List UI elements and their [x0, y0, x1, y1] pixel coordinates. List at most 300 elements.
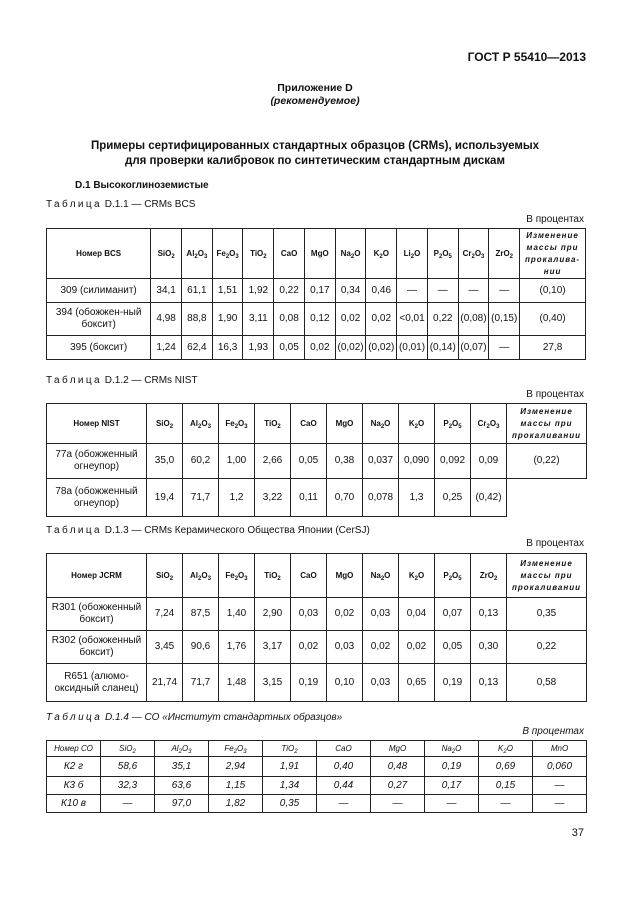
- column-header: [219, 554, 255, 598]
- value-cell: 1,90: [212, 303, 243, 336]
- section-title: D.1 Высокоглиноземистые: [75, 180, 209, 191]
- value-cell: 1,82: [209, 795, 263, 813]
- header-subscript: 2: [438, 253, 443, 260]
- column-header: [304, 229, 335, 279]
- header-text: Li: [403, 248, 411, 258]
- value-cell: 0,15: [479, 777, 533, 795]
- header-text: O: [414, 248, 421, 258]
- value-cell: 35,1: [155, 757, 209, 777]
- header-subscript: 3: [235, 253, 239, 260]
- column-header: [183, 404, 219, 444]
- header-subscript: 2: [194, 253, 198, 260]
- table-row: [47, 664, 587, 702]
- value-cell: 0,090: [399, 444, 435, 479]
- value-cell: 27,8: [520, 336, 586, 360]
- value-cell: 0,02: [363, 631, 399, 664]
- column-header: [147, 554, 183, 598]
- value-cell: 0,03: [363, 598, 399, 631]
- value-cell: (0,14): [427, 336, 458, 360]
- value-cell: (0,01): [397, 336, 428, 360]
- unit-label: В процентах: [526, 214, 584, 225]
- column-header: [425, 741, 479, 757]
- header-subscript: 5: [458, 423, 462, 430]
- column-header: [212, 229, 243, 279]
- header-text: CaO: [335, 743, 352, 753]
- column-header: [291, 404, 327, 444]
- value-cell: 0,19: [425, 757, 479, 777]
- header-subscript: 2: [486, 423, 490, 430]
- header-text: Fe: [225, 570, 235, 580]
- header-text: O: [455, 743, 462, 753]
- value-cell: 1,15: [209, 777, 263, 795]
- column-header: [507, 554, 587, 598]
- column-header: [47, 554, 147, 598]
- header-text: Na: [441, 743, 452, 753]
- value-cell: —: [458, 279, 489, 303]
- table-header-row: [47, 229, 586, 279]
- header-subscript: 2: [379, 253, 383, 260]
- column-header: [435, 404, 471, 444]
- column-header: [489, 229, 520, 279]
- table-caption: [46, 375, 198, 386]
- header-text: P: [433, 248, 439, 258]
- header-subscript: 2: [234, 423, 239, 430]
- value-cell: 1,00: [219, 444, 255, 479]
- header-text: Изменение массы при прокаливании: [511, 558, 581, 592]
- table-caption: [46, 525, 370, 536]
- value-cell: 1,48: [219, 664, 255, 702]
- column-header: [366, 229, 397, 279]
- header-text: Изменение массы при прокаливании: [511, 406, 581, 440]
- header-subscript: 3: [244, 423, 248, 430]
- value-cell: 0,38: [327, 444, 363, 479]
- value-cell: 0,35: [263, 795, 317, 813]
- table-row: [47, 444, 587, 479]
- table-jcrm: [46, 553, 587, 702]
- column-header: [327, 554, 363, 598]
- header-text: SiO: [119, 743, 133, 753]
- header-subscript: 2: [380, 423, 385, 430]
- column-header: [243, 229, 274, 279]
- column-header: [363, 404, 399, 444]
- header-subscript: 3: [207, 423, 211, 430]
- value-cell: (0,08): [458, 303, 489, 336]
- header-subscript: 2: [132, 748, 136, 755]
- value-cell: 0,05: [291, 444, 327, 479]
- table-row: [47, 631, 587, 664]
- header-subscript: 2: [493, 575, 498, 582]
- header-text: SiO: [157, 248, 172, 258]
- value-cell: 19,4: [147, 479, 183, 517]
- table-row: [47, 598, 587, 631]
- header-subscript: 2: [225, 253, 230, 260]
- column-header: [507, 404, 587, 444]
- header-text: O: [201, 570, 208, 580]
- value-cell: 61,1: [182, 279, 213, 303]
- header-subscript: 2: [448, 423, 453, 430]
- table-caption: [46, 199, 195, 210]
- value-cell: 0,34: [335, 279, 366, 303]
- value-cell: (0,07): [458, 336, 489, 360]
- value-cell: —: [371, 795, 425, 813]
- value-cell: 0,65: [399, 664, 435, 702]
- value-cell: 1,51: [212, 279, 243, 303]
- value-cell: 0,70: [327, 479, 363, 517]
- value-cell: 21,74: [147, 664, 183, 702]
- page-number: 37: [571, 827, 584, 839]
- value-cell: 4,98: [151, 303, 182, 336]
- value-cell: 0,46: [366, 279, 397, 303]
- header-text: Al: [186, 248, 195, 258]
- row-label-cell: К2 г: [47, 757, 101, 777]
- table-header-row: [47, 554, 587, 598]
- header-text: Fe: [224, 743, 234, 753]
- header-text: O: [506, 743, 513, 753]
- header-text: Изменение массы при прокалива-нии: [525, 230, 581, 276]
- value-cell: 0,092: [435, 444, 471, 479]
- column-header: [427, 229, 458, 279]
- value-cell: 0,35: [507, 598, 587, 631]
- header-subscript: 2: [451, 748, 456, 755]
- header-subscript: 5: [448, 253, 452, 260]
- value-cell: 3,45: [147, 631, 183, 664]
- value-cell: 0,02: [291, 631, 327, 664]
- column-header: [209, 741, 263, 757]
- header-text: Al: [171, 743, 179, 753]
- document-header: ГОСТ Р 55410—2013: [467, 50, 586, 64]
- header-subscript: 3: [188, 748, 192, 755]
- value-cell: 35,0: [147, 444, 183, 479]
- value-cell: 0,04: [399, 598, 435, 631]
- header-subscript: 2: [414, 423, 418, 430]
- value-cell: 1,2: [219, 479, 255, 517]
- heading-line-1: Примеры сертифицированных стандартных образцов (CRMs), используемых: [90, 140, 540, 152]
- value-cell: 1,40: [219, 598, 255, 631]
- value-cell: 0,40: [317, 757, 371, 777]
- header-subscript: 2: [414, 575, 418, 582]
- table-caption: [46, 712, 342, 723]
- value-cell: (0,42): [471, 479, 507, 517]
- value-cell: —: [427, 279, 458, 303]
- column-header: [533, 741, 587, 757]
- row-label-cell: 78а (обожженный огнеупор): [47, 479, 147, 517]
- value-cell: 62,4: [182, 336, 213, 360]
- caption-prefix: Таблица: [46, 712, 103, 723]
- column-header: [183, 554, 219, 598]
- header-text: O: [452, 418, 459, 428]
- value-cell: 0,10: [327, 664, 363, 702]
- column-header: [47, 404, 147, 444]
- header-text: TiO: [281, 743, 295, 753]
- value-cell: 0,13: [471, 664, 507, 702]
- value-cell: 3,11: [243, 303, 274, 336]
- header-text: ZrO: [479, 570, 494, 580]
- value-cell: 7,24: [147, 598, 183, 631]
- header-text: Na: [370, 418, 381, 428]
- heading-line-2: для проверки калибровок по синтетическим стандартным дискам: [125, 155, 505, 167]
- column-header: [151, 229, 182, 279]
- header-text: MgO: [388, 743, 407, 753]
- caption-text: D.1.4 — СО «Институт стандартных образцов»: [105, 712, 343, 723]
- header-text: TiO: [250, 248, 264, 258]
- value-cell: 60,2: [183, 444, 219, 479]
- value-cell: 0,17: [425, 777, 479, 795]
- table-header-row: [47, 741, 587, 757]
- value-cell: 0,08: [274, 303, 305, 336]
- value-cell: 0,30: [471, 631, 507, 664]
- header-subscript: 2: [263, 253, 267, 260]
- table-row: [47, 279, 586, 303]
- table-bcs: [46, 228, 586, 360]
- header-text: Na: [370, 570, 381, 580]
- header-text: Al: [190, 570, 199, 580]
- caption-text: D.1.1 — CRMs BCS: [104, 199, 196, 210]
- value-cell: 1,24: [151, 336, 182, 360]
- table-row: [47, 303, 586, 336]
- header-text: TiO: [264, 570, 278, 580]
- value-cell: 3,15: [255, 664, 291, 702]
- header-text: P: [443, 418, 449, 428]
- column-header: [458, 229, 489, 279]
- table-row: [47, 777, 587, 795]
- header-text: O: [382, 248, 389, 258]
- header-text: O: [417, 418, 425, 428]
- column-header: [399, 404, 435, 444]
- value-cell: 0,037: [363, 444, 399, 479]
- row-label-cell: R302 (обожженный боксит): [47, 631, 147, 664]
- header-subscript: 2: [294, 748, 298, 755]
- value-cell: 1,76: [219, 631, 255, 664]
- column-header: [155, 741, 209, 757]
- header-text: O: [452, 570, 459, 580]
- row-label-cell: R651 (алюмо-оксидный сланец): [47, 664, 147, 702]
- table-row: [47, 795, 587, 813]
- header-text: K: [498, 743, 504, 753]
- row-label-cell: 395 (боксит): [47, 336, 151, 360]
- column-header: [520, 229, 586, 279]
- column-header: [219, 404, 255, 444]
- value-cell: 71,7: [183, 664, 219, 702]
- header-text: O: [384, 570, 391, 580]
- column-header: [371, 741, 425, 757]
- header-subscript: 2: [198, 575, 202, 582]
- header-subscript: 2: [277, 423, 281, 430]
- header-text: SiO: [155, 570, 170, 580]
- value-cell: 71,7: [183, 479, 219, 517]
- column-header: [317, 741, 371, 757]
- header-subscript: 2: [198, 423, 202, 430]
- header-text: O: [237, 743, 244, 753]
- header-text: K: [408, 418, 415, 428]
- value-cell: 0,17: [304, 279, 335, 303]
- column-header: [399, 554, 435, 598]
- value-cell: 88,8: [182, 303, 213, 336]
- header-subscript: 2: [503, 748, 507, 755]
- value-cell: 97,0: [155, 795, 209, 813]
- header-subscript: 2: [509, 253, 514, 260]
- row-label-cell: 309 (силиманит): [47, 279, 151, 303]
- header-text: Номер BCS: [76, 248, 122, 258]
- header-text: O: [474, 248, 482, 258]
- value-cell: 0,02: [366, 303, 397, 336]
- header-text: ZrO: [495, 248, 510, 258]
- value-cell: 2,90: [255, 598, 291, 631]
- value-cell: (0,15): [489, 303, 520, 336]
- header-subscript: 3: [244, 575, 248, 582]
- column-header: [263, 741, 317, 757]
- value-cell: 0,11: [291, 479, 327, 517]
- column-header: [255, 404, 291, 444]
- header-text: SiO: [155, 418, 170, 428]
- header-text: O: [181, 743, 189, 753]
- value-cell: 1,93: [243, 336, 274, 360]
- row-label-cell: 77а (обожженный огнеупор): [47, 444, 147, 479]
- header-text: CaO: [280, 248, 298, 258]
- value-cell: 0,03: [291, 598, 327, 631]
- value-cell: 0,05: [274, 336, 305, 360]
- header-text: MgO: [335, 570, 354, 580]
- table-row: [47, 479, 587, 517]
- value-cell: 0,27: [371, 777, 425, 795]
- value-cell: 90,6: [183, 631, 219, 664]
- header-text: O: [238, 570, 245, 580]
- value-cell: 1,3: [399, 479, 435, 517]
- value-cell: 0,02: [399, 631, 435, 664]
- column-header: [147, 404, 183, 444]
- caption-prefix: Таблица: [46, 199, 103, 210]
- unit-label: В процентах: [526, 389, 584, 400]
- header-subscript: 2: [234, 575, 239, 582]
- value-cell: 1,34: [263, 777, 317, 795]
- value-cell: 0,19: [435, 664, 471, 702]
- column-header: [471, 404, 507, 444]
- header-text: O: [384, 418, 391, 428]
- value-cell: 0,02: [327, 598, 363, 631]
- table-nist: [46, 403, 587, 517]
- caption-prefix: Таблица: [46, 525, 103, 536]
- value-cell: —: [425, 795, 479, 813]
- value-cell: —: [489, 279, 520, 303]
- header-subscript: 2: [178, 748, 182, 755]
- caption-text: D.1.3 — CRMs Керамического Общества Японии (CerSJ): [104, 525, 370, 536]
- header-subscript: 3: [481, 253, 485, 260]
- value-cell: 87,5: [183, 598, 219, 631]
- header-subscript: 5: [458, 575, 462, 582]
- value-cell: —: [479, 795, 533, 813]
- value-cell: 58,6: [101, 757, 155, 777]
- caption-text: D.1.2 — CRMs NIST: [104, 375, 198, 386]
- header-text: O: [229, 248, 236, 258]
- value-cell: 0,48: [371, 757, 425, 777]
- value-cell: —: [533, 777, 587, 795]
- value-cell: 0,02: [304, 336, 335, 360]
- header-text: O: [354, 248, 361, 258]
- header-subscript: 2: [277, 575, 281, 582]
- header-text: P: [443, 570, 449, 580]
- header-subscript: 2: [471, 253, 475, 260]
- value-cell: 3,22: [255, 479, 291, 517]
- value-cell: 3,17: [255, 631, 291, 664]
- value-cell: 0,22: [507, 631, 587, 664]
- header-text: O: [489, 418, 497, 428]
- appendix-title: Приложение D: [277, 82, 353, 94]
- value-cell: 16,3: [212, 336, 243, 360]
- header-subscript: 3: [207, 575, 211, 582]
- header-text: O: [201, 418, 208, 428]
- value-cell: 2,94: [209, 757, 263, 777]
- value-cell: 0,58: [507, 664, 587, 702]
- value-cell: 0,13: [471, 598, 507, 631]
- header-subscript: 2: [233, 748, 238, 755]
- value-cell: 0,44: [317, 777, 371, 795]
- header-subscript: 2: [169, 423, 174, 430]
- header-text: O: [238, 418, 245, 428]
- value-cell: 0,02: [335, 303, 366, 336]
- column-header: [435, 554, 471, 598]
- header-text: Fe: [216, 248, 226, 258]
- column-header: [47, 229, 151, 279]
- header-text: Номер NIST: [73, 418, 120, 428]
- row-label-cell: R301 (обожженный боксит): [47, 598, 147, 631]
- caption-prefix: Таблица: [46, 375, 103, 386]
- value-cell: 0,09: [471, 444, 507, 479]
- value-cell: 2,66: [255, 444, 291, 479]
- value-cell: 0,12: [304, 303, 335, 336]
- header-subscript: 2: [169, 575, 174, 582]
- appendix-subtitle: (рекомендуемое): [270, 95, 360, 107]
- value-cell: 34,1: [151, 279, 182, 303]
- header-subscript: 3: [243, 748, 247, 755]
- row-label-cell: 394 (обожжен-ный боксит): [47, 303, 151, 336]
- value-cell: (0,02): [366, 336, 397, 360]
- header-text: Fe: [225, 418, 235, 428]
- header-text: TiO: [264, 418, 278, 428]
- value-cell: 63,6: [155, 777, 209, 795]
- value-cell: (0,40): [520, 303, 586, 336]
- table-header-row: [47, 404, 587, 444]
- value-cell: (0,22): [507, 444, 587, 479]
- column-header: [101, 741, 155, 757]
- header-text: Cr: [462, 248, 472, 258]
- value-cell: 0,03: [327, 631, 363, 664]
- column-header: [291, 554, 327, 598]
- value-cell: 0,078: [363, 479, 399, 517]
- column-header: [397, 229, 428, 279]
- value-cell: (0,10): [520, 279, 586, 303]
- header-text: MgO: [335, 418, 354, 428]
- value-cell: 0,69: [479, 757, 533, 777]
- row-label-cell: К3 б: [47, 777, 101, 795]
- header-text: Номер JCRM: [71, 570, 122, 580]
- header-text: MgO: [310, 248, 329, 258]
- value-cell: (0,02): [335, 336, 366, 360]
- row-label-cell: К10 в: [47, 795, 101, 813]
- column-header: [327, 404, 363, 444]
- column-header: [471, 554, 507, 598]
- header-text: CaO: [300, 418, 317, 428]
- header-subscript: 3: [204, 253, 208, 260]
- column-header: [274, 229, 305, 279]
- column-header: [47, 741, 101, 757]
- header-text: O: [417, 570, 425, 580]
- header-subscript: 2: [410, 253, 415, 260]
- header-subscript: 2: [171, 253, 175, 260]
- column-header: [479, 741, 533, 757]
- value-cell: —: [533, 795, 587, 813]
- header-text: O: [197, 248, 204, 258]
- unit-label: В процентах: [526, 538, 584, 549]
- value-cell: 0,22: [274, 279, 305, 303]
